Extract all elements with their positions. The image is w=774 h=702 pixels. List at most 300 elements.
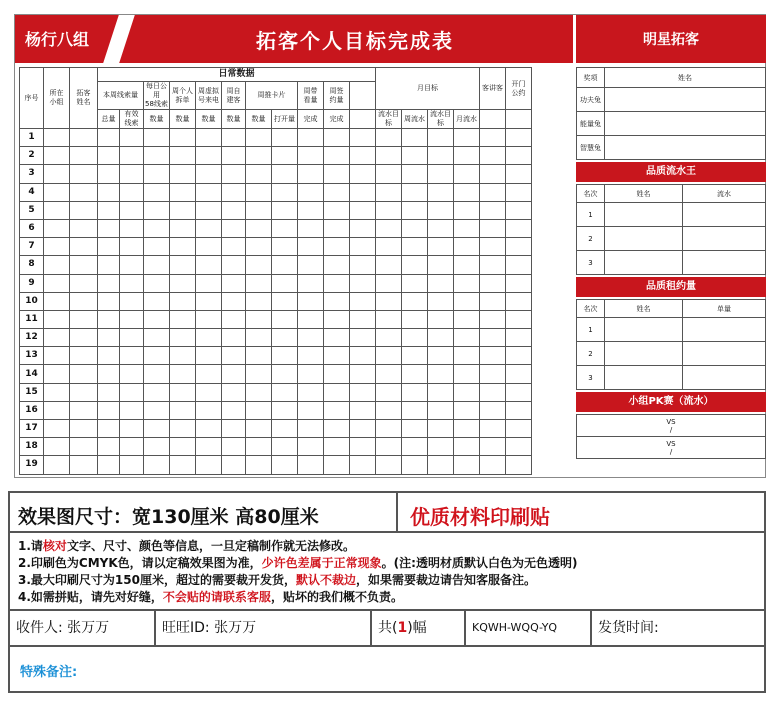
rc-rank: 3 (577, 366, 605, 390)
pk-match (577, 437, 766, 459)
col-push: 周推卡片 (246, 82, 298, 110)
grid-cell (506, 256, 532, 274)
grid-cell (44, 274, 70, 292)
sub-blank (480, 110, 506, 129)
star-item: 智慧兔 (577, 136, 605, 160)
grid-cell (376, 201, 402, 219)
row-number: 11 (20, 310, 44, 328)
sub-month-flow: 月流水 (454, 110, 480, 129)
sub-count: 数量 (246, 110, 272, 129)
grid-cell (324, 147, 350, 165)
grid-cell (402, 420, 428, 438)
grid-cell (120, 292, 144, 310)
col-virtual: 周虚拟 号来电 (196, 82, 222, 110)
grid-cell (196, 165, 222, 183)
grid-cell (454, 292, 480, 310)
vs-slash: / (669, 425, 673, 434)
grid-cell (376, 292, 402, 310)
poster-header (15, 15, 573, 63)
grid-cell (70, 365, 98, 383)
grid-cell (454, 310, 480, 328)
grid-cell (454, 201, 480, 219)
grid-cell (298, 310, 324, 328)
grid-cell (222, 274, 246, 292)
grid-cell (480, 365, 506, 383)
rc-rank: 1 (577, 318, 605, 342)
grid-cell (144, 147, 170, 165)
grid-cell (144, 365, 170, 383)
grid-cell (98, 129, 120, 147)
table-row (20, 401, 532, 419)
grid-cell (428, 365, 454, 383)
grid-cell (70, 401, 98, 419)
header-divider (103, 15, 135, 63)
grid-cell (350, 347, 376, 365)
grid-cell (222, 347, 246, 365)
grid-cell (98, 365, 120, 383)
grid-cell (44, 310, 70, 328)
table-row (20, 256, 532, 274)
sub-count: 数量 (222, 110, 246, 129)
grid-cell (272, 310, 298, 328)
flow-king-table (576, 184, 766, 275)
grid-cell (376, 147, 402, 165)
grid-cell (350, 165, 376, 183)
grid-cell (196, 219, 222, 237)
col-58: 每日公用 58线索 (145, 82, 168, 108)
grid-cell (70, 292, 98, 310)
grid-cell (144, 401, 170, 419)
grid-cell (170, 310, 196, 328)
grid-cell (402, 329, 428, 347)
grid-cell (454, 256, 480, 274)
poster-title: 拓客个人目标完成表 (256, 29, 454, 53)
grid-cell (98, 310, 120, 328)
fk-rank: 1 (577, 203, 605, 227)
grid-cell (44, 201, 70, 219)
grid-cell (98, 147, 120, 165)
grid-cell (376, 438, 402, 456)
grid-cell (44, 438, 70, 456)
grid-cell (506, 129, 532, 147)
grid-cell (70, 147, 98, 165)
grid-cell (44, 456, 70, 474)
grid-cell (402, 165, 428, 183)
grid-cell (480, 129, 506, 147)
row-number: 7 (20, 238, 44, 256)
grid-cell (222, 165, 246, 183)
star-table (576, 67, 766, 160)
grid-cell (376, 456, 402, 474)
row-number: 2 (20, 147, 44, 165)
grid-cell (480, 274, 506, 292)
rc-col-name: 姓名 (605, 300, 683, 318)
grid-cell (324, 365, 350, 383)
table-row (20, 238, 532, 256)
grid-cell (170, 219, 196, 237)
star-item: 功夫兔 (577, 88, 605, 112)
grid-cell (428, 383, 454, 401)
sub-count: 数量 (144, 110, 170, 129)
poster-board (14, 14, 766, 478)
grid-cell (98, 256, 120, 274)
grid-cell (480, 383, 506, 401)
grid-cell (428, 256, 454, 274)
col-visit: 周带 看量 (298, 82, 324, 110)
grid-cell (170, 292, 196, 310)
grid-cell (324, 238, 350, 256)
grid-cell (376, 420, 402, 438)
row-number: 19 (20, 456, 44, 474)
fk-col-value: 流水 (683, 185, 766, 203)
grid-cell (120, 383, 144, 401)
grid-cell (70, 456, 98, 474)
grid-cell (480, 438, 506, 456)
grid-cell (120, 147, 144, 165)
grid-cell (170, 183, 196, 201)
sub-blank (506, 110, 532, 129)
grid-cell (402, 438, 428, 456)
grid-cell (324, 256, 350, 274)
material-label: 优质材料印刷贴 (410, 505, 550, 529)
grid-cell (376, 183, 402, 201)
grid-cell (298, 365, 324, 383)
grid-cell (170, 438, 196, 456)
star-col-name: 姓名 (605, 68, 766, 88)
grid-cell (246, 219, 272, 237)
size-label: 效果图尺寸：宽130厘米 高80厘米 (18, 506, 319, 528)
grid-cell (196, 238, 222, 256)
grid-cell (44, 383, 70, 401)
grid-cell (246, 256, 272, 274)
grid-cell (98, 292, 120, 310)
grid-cell (246, 329, 272, 347)
col-reviewer: 客讲客 (480, 68, 506, 110)
col-personal: 周个人 拆单 (170, 82, 196, 110)
fk-rank: 2 (577, 227, 605, 251)
grid-cell (222, 383, 246, 401)
row-number: 8 (20, 256, 44, 274)
grid-cell (144, 165, 170, 183)
grid-cell (196, 183, 222, 201)
grid-cell (98, 274, 120, 292)
grid-cell (402, 456, 428, 474)
grid-cell (70, 201, 98, 219)
grid-cell (480, 420, 506, 438)
grid-cell (98, 456, 120, 474)
grid-cell (196, 201, 222, 219)
grid-cell (298, 292, 324, 310)
monthly-target-header: 月目标 (376, 68, 480, 110)
table-row (20, 147, 532, 165)
daily-data-header: 日常数据 (98, 68, 376, 82)
grid-cell (402, 274, 428, 292)
grid-cell (120, 201, 144, 219)
grid-cell (246, 438, 272, 456)
grid-cell (272, 383, 298, 401)
grid-cell (350, 420, 376, 438)
grid-cell (246, 238, 272, 256)
grid-cell (376, 238, 402, 256)
note-3: 3.最大印刷尺寸为150厘米，超过的需要裁开发货，默认不裁边，如果需要裁边请告知客服备注。 (18, 573, 536, 587)
grid-cell (454, 456, 480, 474)
grid-cell (222, 401, 246, 419)
grid-cell (428, 274, 454, 292)
grid-cell (196, 329, 222, 347)
grid-cell (454, 183, 480, 201)
grid-cell (170, 420, 196, 438)
grid-cell (246, 420, 272, 438)
grid-cell (506, 165, 532, 183)
grid-cell (170, 165, 196, 183)
grid-cell (298, 183, 324, 201)
grid-cell (120, 274, 144, 292)
grid-cell (428, 147, 454, 165)
sub-flow-target: 流水目标 (428, 110, 454, 129)
grid-cell (454, 147, 480, 165)
table-row (20, 310, 532, 328)
table-row (20, 219, 532, 237)
grid-cell (402, 238, 428, 256)
star-header (576, 15, 766, 63)
sub-done: 完成 (324, 110, 350, 129)
grid-cell (70, 383, 98, 401)
table-row (20, 292, 532, 310)
col-store: 所在 小组 (44, 68, 70, 129)
table-row (20, 201, 532, 219)
grid-cell (272, 347, 298, 365)
grid-cell (428, 456, 454, 474)
grid-cell (120, 456, 144, 474)
grid-cell (480, 219, 506, 237)
row-number: 5 (20, 201, 44, 219)
grid-cell (144, 292, 170, 310)
grid-cell (324, 438, 350, 456)
grid-cell (120, 329, 144, 347)
grid-cell (222, 238, 246, 256)
grid-cell (454, 365, 480, 383)
table-row (20, 456, 532, 474)
grid-cell (350, 365, 376, 383)
grid-cell (98, 165, 120, 183)
grid-cell (44, 292, 70, 310)
sub-open: 打开量 (272, 110, 298, 129)
grid-cell (480, 329, 506, 347)
grid-cell (120, 256, 144, 274)
grid-cell (144, 310, 170, 328)
grid-cell (272, 456, 298, 474)
grid-cell (272, 365, 298, 383)
grid-cell (222, 456, 246, 474)
grid-cell (272, 438, 298, 456)
grid-cell (506, 183, 532, 201)
grid-cell (272, 201, 298, 219)
count-value: 1 (397, 620, 408, 636)
grid-cell (170, 147, 196, 165)
grid-cell (246, 165, 272, 183)
grid-cell (170, 383, 196, 401)
table-row (20, 420, 532, 438)
grid-cell (144, 219, 170, 237)
row-number: 6 (20, 219, 44, 237)
pk-table (576, 414, 766, 459)
fk-rank: 3 (577, 251, 605, 275)
grid-cell (506, 329, 532, 347)
grid-cell (170, 129, 196, 147)
grid-cell (324, 456, 350, 474)
grid-cell (506, 238, 532, 256)
grid-cell (298, 347, 324, 365)
grid-cell (222, 365, 246, 383)
grid-cell (120, 347, 144, 365)
sub-week-flow: 周流水 (402, 110, 428, 129)
grid-cell (272, 256, 298, 274)
grid-cell (350, 129, 376, 147)
grid-cell (44, 183, 70, 201)
grid-cell (350, 292, 376, 310)
grid-cell (170, 365, 196, 383)
rc-col-value: 单量 (683, 300, 766, 318)
grid-cell (120, 365, 144, 383)
grid-cell (324, 219, 350, 237)
grid-cell (298, 438, 324, 456)
grid-cell (246, 292, 272, 310)
fk-col-rank: 名次 (577, 185, 605, 203)
col-sign: 周签 约量 (324, 82, 350, 110)
grid-cell (222, 256, 246, 274)
grid-cell (480, 238, 506, 256)
grid-cell (222, 201, 246, 219)
grid-cell (376, 165, 402, 183)
grid-cell (454, 438, 480, 456)
grid-cell (324, 383, 350, 401)
grid-cell (402, 347, 428, 365)
grid-cell (376, 274, 402, 292)
grid-cell (222, 292, 246, 310)
grid-cell (246, 129, 272, 147)
grid-cell (350, 456, 376, 474)
grid-cell (272, 165, 298, 183)
target-grid (19, 67, 532, 475)
row-number: 14 (20, 365, 44, 383)
grid-cell (70, 347, 98, 365)
vs-label: VS (666, 439, 676, 448)
grid-cell (44, 401, 70, 419)
grid-cell (402, 201, 428, 219)
grid-cell (506, 420, 532, 438)
grid-cell (70, 420, 98, 438)
grid-cell (298, 383, 324, 401)
grid-cell (324, 183, 350, 201)
flow-king-title: 品质流水王 (576, 162, 766, 182)
grid-cell (506, 383, 532, 401)
grid-cell (44, 256, 70, 274)
grid-cell (98, 347, 120, 365)
grid-cell (144, 129, 170, 147)
grid-cell (506, 147, 532, 165)
sub-total: 总量 (98, 110, 120, 129)
table-row (20, 365, 532, 383)
size-row (10, 493, 764, 533)
star-title: 明星拓客 (643, 32, 699, 48)
table-row (20, 165, 532, 183)
grid-cell (196, 365, 222, 383)
grid-cell (70, 310, 98, 328)
grid-cell (428, 420, 454, 438)
grid-cell (350, 310, 376, 328)
table-row (20, 274, 532, 292)
grid-cell (222, 310, 246, 328)
table-row (20, 347, 532, 365)
grid-cell (428, 183, 454, 201)
grid-cell (272, 238, 298, 256)
grid-cell (144, 238, 170, 256)
grid-cell (222, 147, 246, 165)
table-row (20, 383, 532, 401)
grid-cell (70, 274, 98, 292)
grid-cell (170, 238, 196, 256)
right-panel (576, 67, 766, 459)
grid-cell (44, 238, 70, 256)
grid-cell (70, 129, 98, 147)
grid-cell (298, 219, 324, 237)
grid-cell (428, 219, 454, 237)
grid-cell (428, 401, 454, 419)
grid-cell (120, 183, 144, 201)
grid-cell (350, 219, 376, 237)
grid-cell (506, 347, 532, 365)
row-number: 10 (20, 292, 44, 310)
grid-cell (120, 219, 144, 237)
grid-cell (120, 238, 144, 256)
grid-cell (376, 329, 402, 347)
grid-cell (246, 274, 272, 292)
grid-cell (376, 256, 402, 274)
grid-cell (350, 183, 376, 201)
grid-cell (480, 401, 506, 419)
count-cell: 共(1)幅 (372, 611, 466, 645)
grid-cell (272, 420, 298, 438)
grid-cell (350, 329, 376, 347)
grid-cell (298, 329, 324, 347)
grid-cell (196, 438, 222, 456)
grid-cell (376, 383, 402, 401)
row-number: 16 (20, 401, 44, 419)
grid-cell (402, 365, 428, 383)
sub-flow-target: 流水目标 (376, 110, 402, 129)
grid-cell (324, 129, 350, 147)
grid-cell (350, 438, 376, 456)
grid-cell (402, 383, 428, 401)
grid-cell (480, 147, 506, 165)
grid-cell (350, 401, 376, 419)
row-number: 1 (20, 129, 44, 147)
rc-rank: 2 (577, 342, 605, 366)
grid-cell (196, 310, 222, 328)
grid-cell (98, 329, 120, 347)
grid-cell (324, 347, 350, 365)
grid-cell (70, 219, 98, 237)
wangwang-id: 旺旺ID: 张万万 (156, 611, 372, 645)
table-row (20, 183, 532, 201)
grid-cell (196, 129, 222, 147)
col-seq: 序号 (20, 68, 44, 129)
grid-cell (376, 365, 402, 383)
grid-cell (324, 329, 350, 347)
grid-cell (196, 456, 222, 474)
grid-cell (70, 183, 98, 201)
grid-cell (402, 310, 428, 328)
